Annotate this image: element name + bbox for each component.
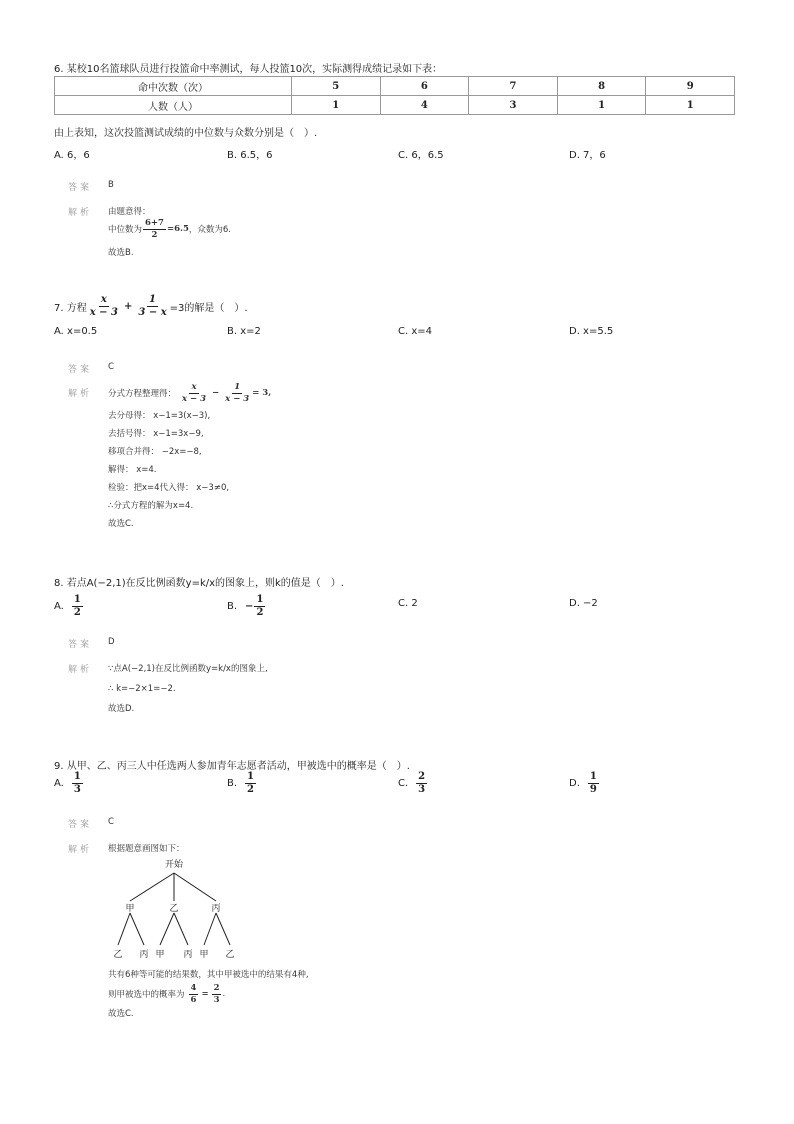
q7-analysis-line: 检验：把x=4代入得： x−3≠0,: [108, 483, 230, 493]
q7-answer-label: 答案: [68, 365, 93, 375]
q6-frac-result: =6.5: [166, 224, 189, 234]
tree-edge: [174, 873, 216, 901]
q8-analysis-line: ∵点A(−2,1)在反比例函数y=k/x的图象上,: [108, 664, 268, 674]
q9-analysis-first: 根据题意画图如下：: [108, 844, 185, 854]
tree-leaf: 丙: [139, 950, 149, 960]
q7-fraction-2: $\frac{1}{3 - x}$: [138, 294, 167, 318]
tree-edge: [204, 913, 216, 945]
q6-mode-text: ，众数为6.: [188, 225, 232, 235]
q7-analysis-line: 去分母得： x−1=3(x−3),: [108, 411, 211, 421]
q8-option-a-label: A.: [54, 601, 64, 612]
frac-numerator: 6+7: [145, 218, 164, 228]
q7-analysis-line: 解得： x=4.: [108, 465, 157, 475]
q9-option-d-frac: $\frac{1}{9}$: [589, 771, 597, 795]
q7-analysis-line: ∴分式方程的解为x=4.: [108, 501, 194, 511]
q9-option-d-label: D.: [569, 778, 580, 789]
q7-analysis-first: 分式方程整理得： $\frac{x}{x - 3}$ − $\frac{1}{x - 3}$ = 3,: [108, 382, 272, 404]
q6-analysis-label: 解析: [68, 208, 93, 218]
q7-stem: 7. 方程 $\frac{x}{x - 3}$ + $\frac{1}{3 - x}$ =3的解是（ ）.: [54, 294, 248, 318]
q9-option-d[interactable]: [569, 772, 600, 795]
q6-analysis-conclusion: 故选B.: [108, 248, 134, 258]
q6-option-b[interactable]: B. 6.5，6: [227, 150, 273, 161]
q7-option-d[interactable]: D. x=5.5: [569, 326, 614, 337]
q7-sol-frac-1: $\frac{x}{x - 3}$: [182, 382, 207, 404]
table-cell: 3: [469, 96, 558, 115]
table-cell: 1: [646, 96, 735, 115]
q9-option-b-frac: $\frac{1}{2}$: [247, 771, 255, 795]
q6-analysis-text: 中位数为: [108, 225, 143, 235]
q8-analysis-label: 解析: [68, 665, 93, 675]
table-cell: 5: [291, 77, 380, 96]
q7-analysis-line: 故选C.: [108, 519, 134, 529]
q7-analysis-line: 移项合并得： −2x=−8,: [108, 447, 202, 457]
q9-answer: C: [108, 817, 114, 827]
tree-leaf: 乙: [113, 950, 123, 960]
q8-option-c[interactable]: C. 2: [398, 598, 418, 609]
q9-stem: 9. 从甲、乙、丙三人中任选两人参加青年志愿者活动，甲被选中的概率是（ ）.: [54, 761, 410, 772]
q6-option-c[interactable]: C. 6，6.5: [398, 150, 444, 161]
tree-leaf: 甲: [155, 950, 165, 960]
q9-answer-label: 答案: [68, 820, 93, 830]
q8-option-d[interactable]: D. −2: [569, 598, 598, 609]
q7-answer: C: [108, 362, 114, 372]
q6-analysis-median: [108, 219, 231, 239]
tree-node: 乙: [169, 904, 179, 914]
table-cell: 6: [380, 77, 469, 96]
table-cell: 9: [646, 77, 735, 96]
q7-stem-prefix: 7. 方程: [54, 303, 87, 314]
q9-option-c[interactable]: [398, 772, 428, 795]
q7-analysis-line: 去括号得： x−1=3x−9,: [108, 429, 204, 439]
table-cell: 4: [380, 96, 469, 115]
q8-stem: 8. 若点A(−2,1)在反比例函数y=k/x的图象上，则k的值是（ ）.: [54, 578, 344, 589]
q7-stem-suffix: =3的解是（ ）.: [169, 303, 248, 314]
table-cell: 8: [557, 77, 646, 96]
q8-answer-label: 答案: [68, 640, 93, 650]
tree-edge: [216, 913, 230, 945]
table-cell: 7: [469, 77, 558, 96]
table-header-cell: 人数（人）: [55, 96, 292, 115]
q7-sol-frac-2: $\frac{1}{x - 3}$: [225, 382, 250, 404]
frac-denominator: 2: [151, 229, 158, 240]
tree-node: 甲: [125, 904, 135, 914]
q9-prob-frac-1: $\frac{4}{6}$: [190, 983, 197, 1005]
q9-option-a-frac: $\frac{1}{3}$: [73, 771, 81, 795]
tree-leaf: 丙: [183, 950, 193, 960]
q9-option-b[interactable]: [227, 772, 257, 795]
q9-analysis-conclusion: 故选C.: [108, 1009, 134, 1019]
table-cell: 1: [291, 96, 380, 115]
q6-table: [54, 76, 735, 115]
q6-question: 由上表知，这次投篮测试成绩的中位数与众数分别是（ ）.: [54, 128, 318, 139]
table-row: [55, 96, 735, 115]
q8-option-b-frac: $\frac{1}{2}$: [256, 594, 264, 618]
q9-option-c-frac: $\frac{2}{3}$: [418, 771, 426, 795]
table-cell: 1: [557, 96, 646, 115]
q6-option-a[interactable]: A. 6，6: [54, 150, 90, 161]
q9-analysis-prob-text: 则甲被选中的概率为: [108, 990, 185, 1000]
q6-fraction: [143, 219, 166, 239]
q7-analysis-first-text: 分式方程整理得：: [108, 389, 177, 399]
q6-option-d[interactable]: D. 7，6: [569, 150, 606, 161]
tree-edge: [160, 913, 174, 945]
tree-node: 丙: [211, 904, 221, 914]
q9-option-a[interactable]: [54, 772, 84, 795]
q7-fraction-1: $\frac{x}{x - 3}$: [89, 294, 118, 318]
q9-tree-diagram: [108, 855, 258, 965]
q9-option-c-label: C.: [398, 778, 409, 789]
tree-leaf: 乙: [225, 950, 235, 960]
q8-option-b[interactable]: B. − $\frac{1}{2}$: [227, 594, 264, 618]
tree-root: 开始: [164, 860, 184, 870]
tree-edge: [174, 913, 188, 945]
q9-analysis-line: 共有6种等可能的结果数，其中甲被选中的结果有4种,: [108, 970, 309, 980]
tree-edge: [130, 913, 144, 945]
q8-option-a-frac: $\frac{1}{2}$: [73, 594, 81, 618]
q9-analysis-label: 解析: [68, 845, 93, 855]
q6-answer-label: 答案: [68, 183, 93, 193]
q8-option-a[interactable]: [54, 595, 84, 618]
tree-edge: [130, 873, 174, 901]
q6-answer: B: [108, 180, 114, 190]
q8-answer: D: [108, 637, 115, 647]
q6-stem: 6. 某校10名篮球队员进行投篮命中率测试，每人投篮10次，实际测得成绩记录如下表：: [54, 64, 443, 75]
q8-analysis-line: ∴ k=−2×1=−2.: [108, 684, 176, 694]
q9-option-b-label: B.: [227, 778, 238, 789]
tree-leaf: 甲: [199, 950, 209, 960]
q8-option-b-label: B.: [227, 601, 238, 612]
q7-analysis-label: 解析: [68, 389, 93, 399]
q6-analysis-line: 由题意得：: [108, 207, 151, 217]
table-row: [55, 77, 735, 96]
q7-option-a[interactable]: A. x=0.5: [54, 326, 98, 337]
q9-prob-frac-2: $\frac{2}{3}$: [213, 983, 220, 1005]
q7-option-c[interactable]: C. x=4: [398, 326, 432, 337]
table-header-cell: 命中次数（次）: [55, 77, 292, 96]
q9-option-a-label: A.: [54, 778, 64, 789]
q8-analysis-line: 故选D.: [108, 704, 135, 714]
tree-edge: [118, 913, 130, 945]
q9-analysis-prob: 则甲被选中的概率为 $\frac{4}{6}$ = $\frac{2}{3}$ .: [108, 983, 226, 1005]
q7-option-b[interactable]: B. x=2: [227, 326, 261, 337]
